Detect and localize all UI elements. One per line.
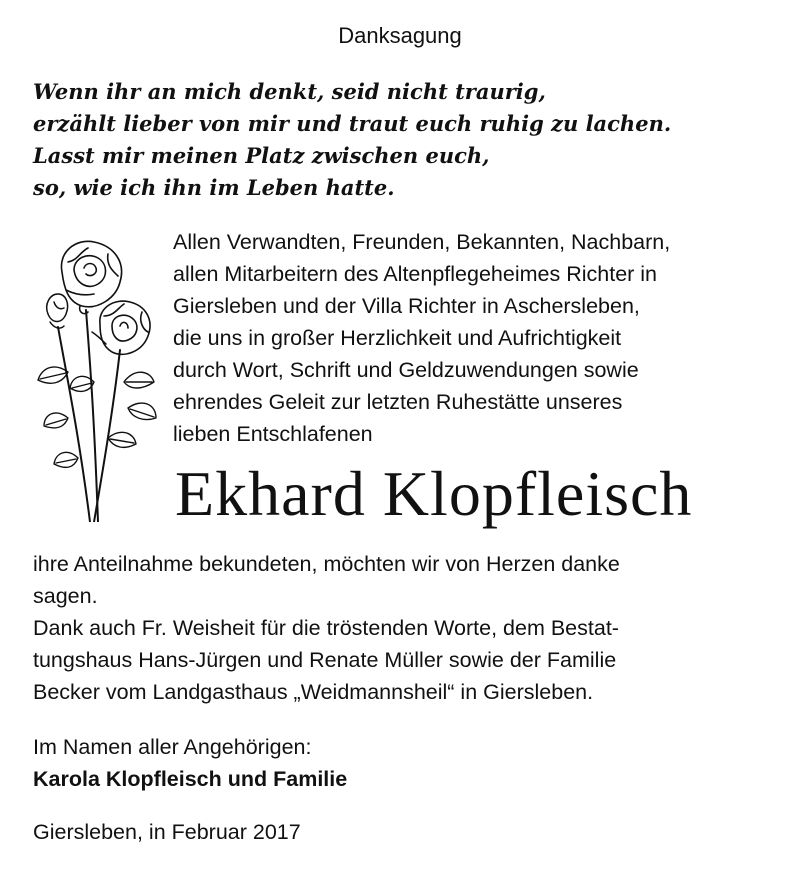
body-line: Becker vom Landgasthaus „Weidmannsheil“ in Giersleben. <box>33 680 594 704</box>
body-line: sagen. <box>33 584 98 608</box>
intro-line: ehrendes Geleit zur letzten Ruhestätte unseres <box>173 390 623 414</box>
signature-names: Karola Klopfleisch und Familie <box>33 767 348 791</box>
body-line: Dank auch Fr. Weisheit für die tröstenden Worte, dem Bestat- <box>33 616 619 640</box>
intro-line: Giersleben und der Villa Richter in Aschersleben, <box>173 294 640 318</box>
signature-intro: Im Namen aller Angehörigen: <box>33 735 312 759</box>
rose-illustration <box>28 232 163 522</box>
poem-verse <box>33 76 773 204</box>
body-line: ihre Anteilnahme bekundeten, möchten wir von Herzen danke <box>33 552 620 576</box>
body-line: tungshaus Hans-Jürgen und Renate Müller sowie der Familie <box>33 648 617 672</box>
intro-line: durch Wort, Schrift und Geldzuwendungen sowie <box>173 358 639 382</box>
intro-line: lieben Entschlafenen <box>173 422 373 446</box>
signature-block <box>33 731 347 795</box>
poem-line: Wenn ihr an mich denkt, seid nicht traurig, <box>33 79 546 104</box>
poem-line: Lasst mir meinen Platz zwischen euch, <box>33 143 490 168</box>
acknowledgement-intro <box>173 226 793 450</box>
thanks-body <box>33 548 783 708</box>
place-date: Giersleben, in Februar 2017 <box>33 820 301 844</box>
intro-line: Allen Verwandten, Freunden, Bekannten, Nachbarn, <box>173 230 671 254</box>
intro-line: die uns in großer Herzlichkeit und Aufrichtigkeit <box>173 326 622 350</box>
poem-line: erzählt lieber von mir und traut euch ruhig zu lachen. <box>33 111 672 136</box>
notice-heading: Danksagung <box>338 23 462 48</box>
deceased-name: Ekhard Klopfleisch <box>175 458 693 529</box>
poem-line: so, wie ich ihn im Leben hatte. <box>33 175 395 200</box>
intro-line: allen Mitarbeitern des Altenpflegeheimes Richter in <box>173 262 658 286</box>
